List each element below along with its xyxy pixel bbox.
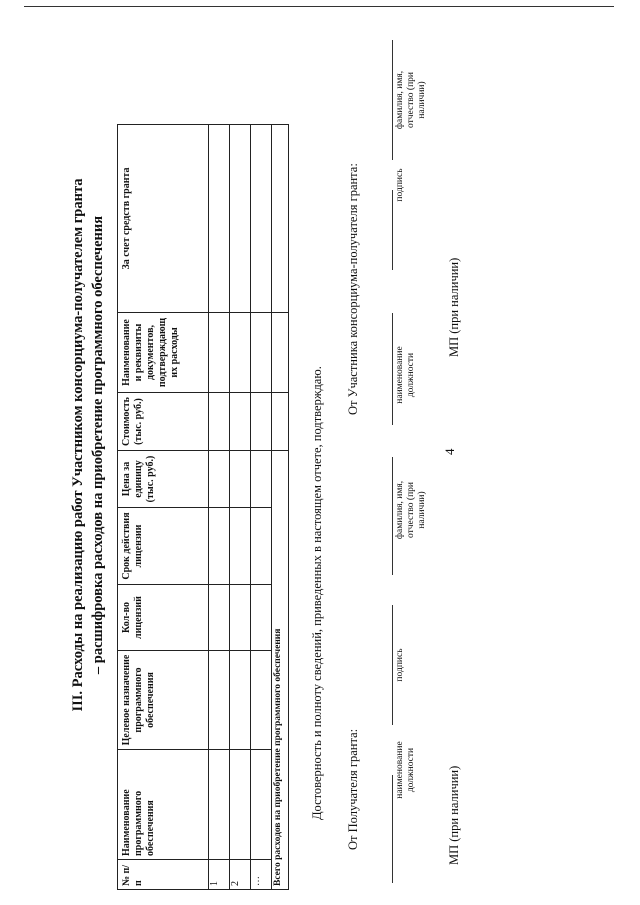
table-header-row <box>118 125 209 890</box>
section-title <box>68 95 108 795</box>
signature-line-right <box>392 190 393 270</box>
section-title-line2: – расшифровка расходов на приобретение программного обеспечения <box>90 215 106 675</box>
scan-edge-right <box>24 6 614 7</box>
stamp-right: МП (при наличии) <box>447 257 461 357</box>
position-line-right <box>392 313 393 425</box>
table-cell <box>230 393 251 451</box>
total-row <box>272 125 289 890</box>
header-cost: Стоимость (тыс. руб.) <box>118 393 209 451</box>
table-cell <box>209 508 230 585</box>
table-cell <box>251 313 272 393</box>
position-label-left: наименование должности <box>395 741 416 799</box>
total-label: Всего расходов на приобретение программного обеспечения <box>272 451 289 890</box>
header-documents: Наименование и реквизиты документов, подтверждающ их расходы <box>118 313 209 393</box>
table-cell <box>251 393 272 451</box>
header-license-term: Срок действия лицензии <box>118 508 209 585</box>
name-line-left <box>392 457 393 575</box>
header-grant-funds: За счет средств гранта <box>118 125 209 313</box>
header-unit-price: Цена за единицу (тыс. руб.) <box>118 451 209 508</box>
table-cell <box>272 393 289 451</box>
signature-line-left <box>392 605 393 725</box>
table-cell <box>230 585 251 651</box>
recipient-heading: От Получателя гранта: <box>346 728 360 850</box>
table-row <box>209 125 230 890</box>
table-cell <box>272 313 289 393</box>
software-expenses-table <box>117 124 289 890</box>
table-cell <box>251 585 272 651</box>
table-cell <box>209 313 230 393</box>
section-title-line1: III. Расходы на реализацию работ Участником консорциума-получателем гранта <box>70 178 86 712</box>
table-cell <box>251 125 272 313</box>
signature-label-right-visible: подпись <box>395 168 405 202</box>
name-label-right: фамилия, имя, отчество (при наличии) <box>395 70 427 130</box>
participant-heading: От Участника консорциума-получателя гранта: <box>346 163 360 415</box>
signature-label-left: подпись <box>395 648 405 682</box>
row-number: 2 <box>230 860 251 890</box>
row-number: 1 <box>209 860 230 890</box>
header-num: № п/п <box>118 860 209 890</box>
table-cell <box>251 508 272 585</box>
table-cell <box>272 125 289 313</box>
table-cell <box>230 451 251 508</box>
table-cell <box>251 451 272 508</box>
header-purpose: Целевое назначение программного обеспечения <box>118 651 209 750</box>
table-cell <box>230 750 251 860</box>
header-license-count: Кол-во лицензий <box>118 585 209 651</box>
row-number: … <box>251 860 272 890</box>
header-software-name: Наименование программного обеспечения <box>118 750 209 860</box>
table-row <box>251 125 272 890</box>
table-cell <box>209 585 230 651</box>
table-cell <box>209 451 230 508</box>
name-label-left: фамилия, имя, отчество (при наличии) <box>395 480 427 540</box>
table-cell <box>251 750 272 860</box>
table-row <box>230 125 251 890</box>
position-line-left <box>392 775 393 883</box>
page-number: 4 <box>442 448 457 455</box>
table-cell <box>251 651 272 750</box>
table-cell <box>209 651 230 750</box>
table-cell <box>230 508 251 585</box>
table-cell <box>209 125 230 313</box>
table-cell <box>230 313 251 393</box>
table-cell <box>230 651 251 750</box>
table-cell <box>209 750 230 860</box>
table-cell <box>209 393 230 451</box>
confirmation-text: Достоверность и полноту сведений, приведенных в настоящем отчете, подтверждаю. <box>310 366 324 820</box>
name-line-right <box>392 40 393 160</box>
table-cell <box>230 125 251 313</box>
position-label-right: наименование должности <box>395 346 416 404</box>
stamp-left: МП (при наличии) <box>447 765 461 865</box>
